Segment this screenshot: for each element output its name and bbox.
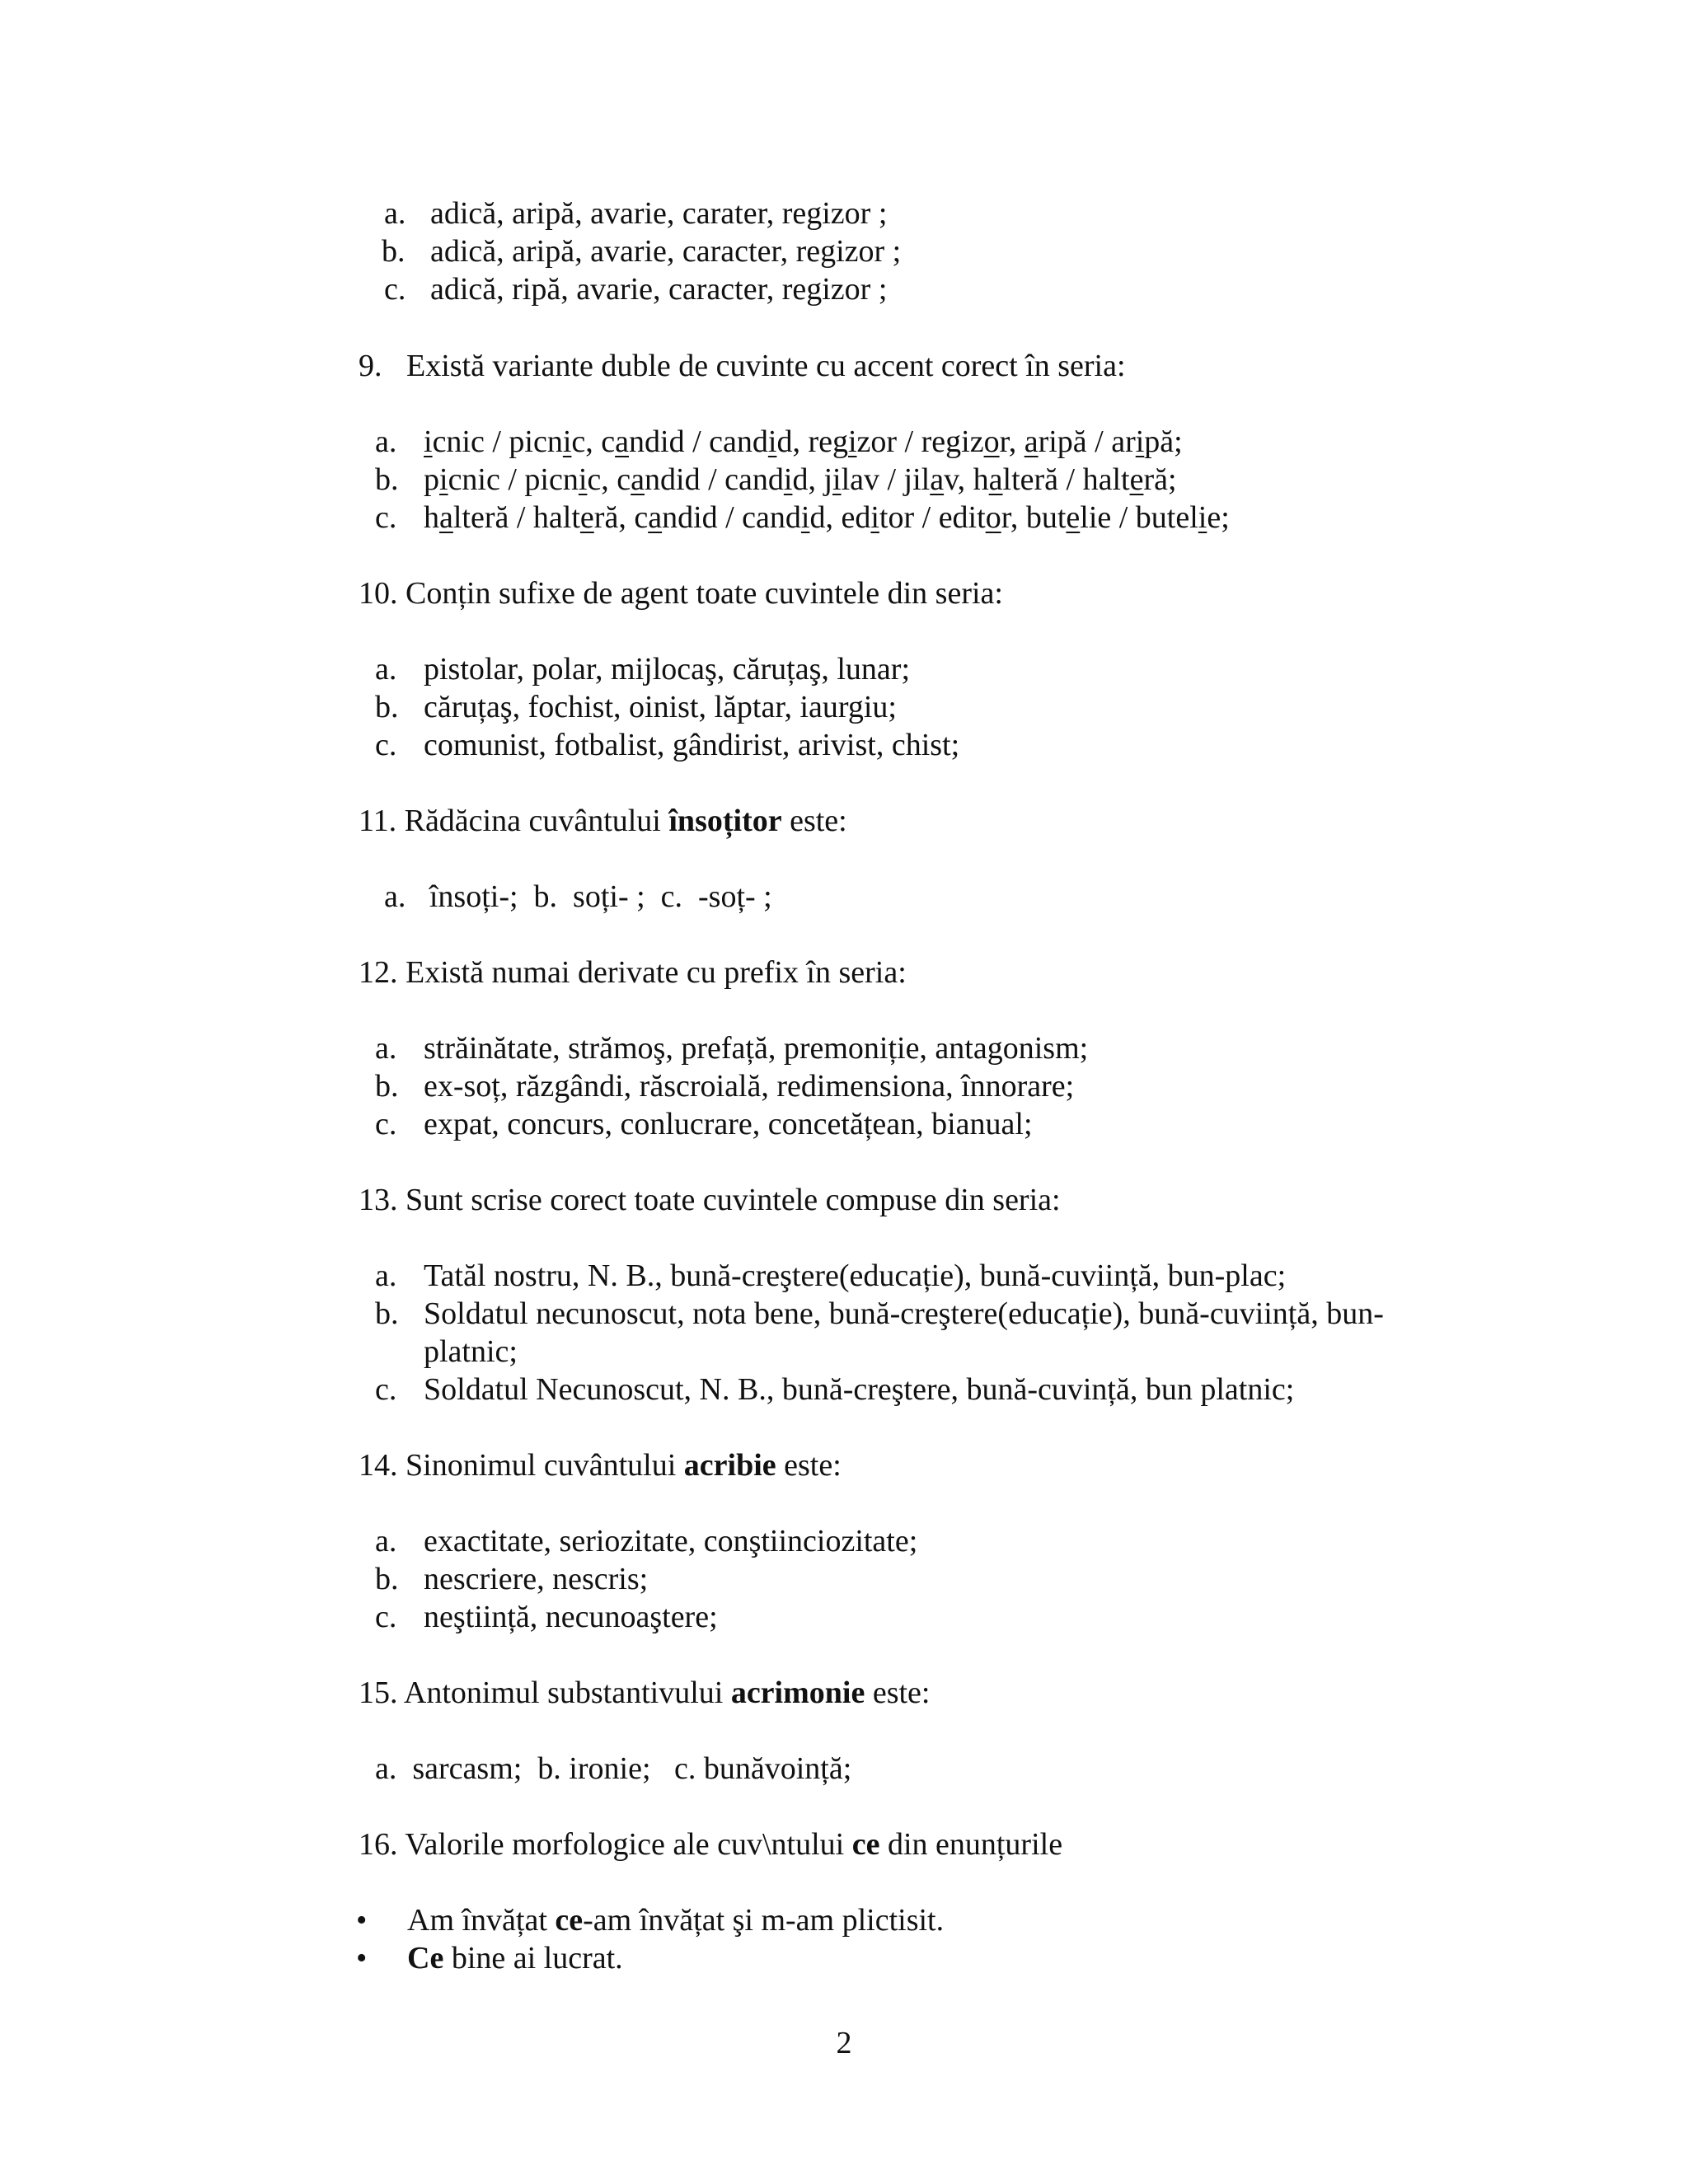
question-text-end: este: <box>865 1675 931 1710</box>
q10-option-c <box>375 726 959 764</box>
q13-option-b-continued: platnic; <box>424 1334 518 1369</box>
option-label: a. <box>375 1031 397 1066</box>
question-14 <box>359 1446 842 1484</box>
q9-option-c <box>375 499 1230 537</box>
option-label: c. <box>375 500 397 535</box>
question-15 <box>359 1674 930 1712</box>
option-label: b. <box>375 1562 399 1596</box>
option-text: străinătate, strămoş, prefață, premoniție, antagonism; <box>424 1031 1089 1066</box>
option-label: c. <box>375 728 397 762</box>
accent-letter: i <box>800 500 810 535</box>
question-10 <box>359 574 1003 612</box>
question-text: Valorile morfologice ale cuv\ntului <box>405 1827 852 1862</box>
bullet-text: Am învățat <box>407 1903 556 1938</box>
option-label: c. <box>375 1107 397 1141</box>
q8-option-a <box>384 194 887 232</box>
option-text: adică, aripă, avarie, carater, regizor ; <box>430 196 888 231</box>
accent-letter: i <box>870 500 879 535</box>
accent-letter: a <box>988 462 1003 497</box>
q8-option-b <box>382 232 901 270</box>
question-16 <box>359 1825 1062 1863</box>
option-label: b. <box>375 1069 399 1104</box>
accent-letter: i <box>439 462 448 497</box>
q9-option-a <box>375 423 1183 461</box>
accent-letter: i <box>832 462 842 497</box>
question-number: 9. <box>359 349 382 383</box>
key-word: acrimonie <box>730 1675 865 1710</box>
q10-option-a <box>375 650 910 688</box>
question-text: Sinonimul cuvântului <box>406 1448 684 1483</box>
key-word: Ce <box>407 1941 444 1975</box>
key-word: însoțitor <box>668 804 782 838</box>
question-text: Sunt scrise corect toate cuvintele compuse din seria: <box>406 1183 1061 1217</box>
bullet-icon: • <box>356 1941 368 1975</box>
q11-answers: a. însoți-; b. soți- ; c. -soț- ; <box>384 879 772 914</box>
accent-letter: i <box>767 424 777 459</box>
key-word: acribie <box>683 1448 776 1483</box>
accent-letter: a <box>615 424 630 459</box>
accent-letter: i <box>424 424 433 459</box>
accent-letter: i <box>847 424 857 459</box>
question-11 <box>359 802 847 840</box>
question-13 <box>359 1181 1061 1219</box>
option-text: adică, ripă, avarie, caracter, regizor ; <box>430 272 888 307</box>
key-word: ce <box>851 1827 880 1862</box>
accent-letter: a <box>648 500 663 535</box>
option-label: a. <box>375 1524 397 1558</box>
q13-option-c <box>375 1371 1294 1408</box>
option-text: ex-soț, răzgândi, răscroială, redimensiona, înnorare; <box>424 1069 1075 1104</box>
option-text: exactitate, seriozitate, conştiinciozitate; <box>424 1524 918 1558</box>
option-label: a. <box>375 424 397 459</box>
q14-option-a <box>375 1522 917 1560</box>
option-text: neştiință, necunoaştere; <box>424 1600 718 1634</box>
question-text: Rădăcina cuvântului <box>404 804 669 838</box>
option-label: a. <box>384 196 406 231</box>
accent-letter: e <box>579 500 594 535</box>
question-text: Există variante duble de cuvinte cu accent corect în seria: <box>406 349 1126 383</box>
question-number: 13. <box>359 1183 398 1217</box>
question-text-end: din enunțurile <box>879 1827 1063 1862</box>
question-number: 12. <box>359 955 398 990</box>
accent-letter: i <box>783 462 793 497</box>
q14-option-c <box>375 1598 718 1636</box>
option-text: comunist, fotbalist, gândirist, arivist, chist; <box>424 728 960 762</box>
question-number: 15. <box>359 1675 398 1710</box>
accent-letter: a <box>439 500 453 535</box>
option-text: Soldatul necunoscut, nota bene, bună-creştere(educație), bună-cuviință, bun- <box>424 1296 1384 1331</box>
option-text: nescriere, nescris; <box>424 1562 649 1596</box>
accent-letter: i <box>1198 500 1207 535</box>
question-text-end: este: <box>776 1448 842 1483</box>
option-label: b. <box>375 462 399 497</box>
bullet-text-end: bine ai lucrat. <box>443 1941 623 1975</box>
question-text: Conțin sufixe de agent toate cuvintele din seria: <box>406 576 1003 611</box>
accent-letter: o <box>983 424 1000 459</box>
option-text: adică, aripă, avarie, caracter, regizor ; <box>430 234 902 269</box>
question-text: Există numai derivate cu prefix în seria: <box>406 955 907 990</box>
option-label: b. <box>382 234 406 269</box>
q12-option-c <box>375 1105 1033 1143</box>
accent-letter: i <box>578 462 588 497</box>
accent-letter: a <box>930 462 945 497</box>
question-number: 11. <box>359 804 397 838</box>
accent-letter: e <box>1066 500 1081 535</box>
q15-answers: a. sarcasm; b. ironie; c. bunăvoință; <box>375 1751 852 1786</box>
q16-bullet-1 <box>407 1901 944 1939</box>
q12-option-b <box>375 1067 1074 1105</box>
key-word: ce <box>555 1903 584 1938</box>
question-12 <box>359 954 907 991</box>
accent-letter: a <box>1024 424 1039 459</box>
q14-option-b <box>375 1560 648 1598</box>
option-text: halteră / halteră, candid / candid, editor / editor, butelie / butelie; <box>424 500 1230 535</box>
q12-option-a <box>375 1029 1088 1067</box>
q8-option-c <box>384 270 887 308</box>
option-label: b. <box>375 1296 399 1331</box>
option-label: b. <box>375 690 399 724</box>
question-number: 10. <box>359 576 398 611</box>
bullet-icon: • <box>356 1903 368 1938</box>
accent-letter: i <box>1135 424 1145 459</box>
question-text-end: este: <box>781 804 847 838</box>
bullet-text-end: -am învățat şi m-am plictisit. <box>583 1903 945 1938</box>
question-9 <box>359 347 1126 385</box>
option-text: expat, concurs, conlucrare, concetățean, bianual; <box>424 1107 1033 1141</box>
q16-bullet-2 <box>407 1939 623 1977</box>
accent-letter: o <box>985 500 1001 535</box>
q13-option-a <box>375 1257 1286 1295</box>
question-text: Antonimul substantivului <box>403 1675 731 1710</box>
option-text: căruțaş, fochist, oinist, lăptar, iaurgiu; <box>424 690 897 724</box>
q13-option-b <box>375 1295 1384 1333</box>
q9-option-b <box>375 461 1177 499</box>
accent-letter: i <box>562 424 572 459</box>
option-label: a. <box>375 1258 397 1293</box>
option-text: Soldatul Necunoscut, N. B., bună-creştere, bună-cuvință, bun platnic; <box>424 1372 1295 1407</box>
accent-letter: a <box>631 462 645 497</box>
option-label: c. <box>375 1600 397 1634</box>
accent-letter: e <box>1129 462 1144 497</box>
option-text: Tatăl nostru, N. B., bună-creştere(educație), bună-cuviință, bun-plac; <box>424 1258 1287 1293</box>
option-label: a. <box>375 652 397 687</box>
q10-option-b <box>375 688 897 726</box>
question-number: 16. <box>359 1827 398 1862</box>
option-label: c. <box>375 1372 397 1407</box>
option-text: pistolar, polar, mijlocaş, căruțaş, lunar; <box>424 652 911 687</box>
question-number: 14. <box>359 1448 398 1483</box>
option-label: c. <box>384 272 406 307</box>
page-number: 2 <box>836 2026 852 2060</box>
option-text: icnic / picnic, candid / candid, regizor / regizor, aripă / aripă; <box>424 424 1183 459</box>
option-text: picnic / picnic, candid / candid, jilav / jilav, halteră / halteră; <box>424 462 1177 497</box>
